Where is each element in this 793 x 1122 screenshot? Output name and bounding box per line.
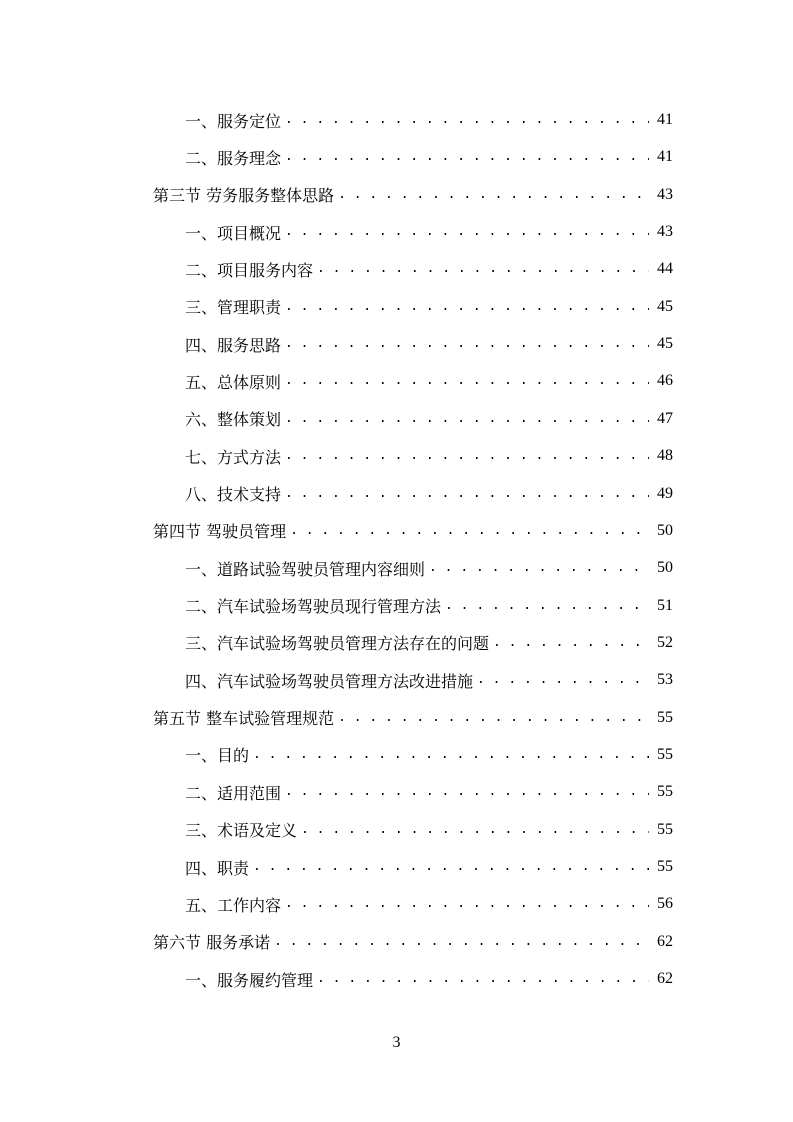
- toc-entry-label: 一、项目概况: [185, 223, 282, 243]
- toc-entry-page: 41: [657, 111, 673, 128]
- toc-entry-label: 第五节 整车试验管理规范: [153, 709, 335, 729]
- toc-entry-label: 一、服务定位: [185, 111, 282, 131]
- toc-entry-page: 55: [657, 820, 673, 838]
- dot-leader: [274, 924, 649, 960]
- toc-entry[interactable]: [185, 102, 673, 138]
- toc-entry-label: 三、汽车试验场驾驶员管理方法存在的问题: [185, 634, 490, 654]
- toc-entry-page: 50: [657, 559, 673, 577]
- toc-entry-label: 四、汽车试验场驾驶员管理方法改进措施: [185, 671, 474, 691]
- toc-entry[interactable]: [185, 812, 673, 848]
- toc-entry[interactable]: [185, 139, 673, 175]
- page-number: 3: [392, 1034, 401, 1051]
- toc-entry[interactable]: [185, 849, 673, 885]
- toc-entry[interactable]: [185, 588, 673, 624]
- toc-entry[interactable]: [153, 177, 673, 213]
- toc-entry-page: 41: [657, 148, 673, 166]
- dot-leader: [285, 363, 649, 399]
- toc-entry[interactable]: [185, 476, 673, 512]
- toc-entry-page: 51: [657, 596, 673, 614]
- toc-entry-page: 43: [657, 185, 673, 203]
- toc-entry-label: 四、职责: [185, 858, 250, 878]
- toc-entry-label: 第六节 服务承诺: [153, 933, 271, 953]
- toc-entry-label: 五、工作内容: [185, 895, 282, 915]
- dot-leader: [285, 476, 649, 512]
- toc-entry-page: 43: [657, 223, 673, 241]
- toc-entry[interactable]: [185, 550, 673, 586]
- toc-entry[interactable]: [185, 774, 673, 810]
- toc-entry[interactable]: [185, 251, 673, 287]
- dot-leader: [285, 886, 649, 922]
- toc-entry-page: 47: [657, 409, 673, 427]
- toc-entry-page: 45: [657, 335, 673, 353]
- toc-entry-label: 第四节 驾驶员管理: [153, 522, 287, 542]
- toc-entry-page: 45: [657, 297, 673, 315]
- toc-entry-label: 二、服务理念: [185, 148, 282, 168]
- dot-leader: [301, 812, 649, 848]
- dot-leader: [285, 326, 649, 362]
- toc-entry-label: 三、管理职责: [185, 298, 282, 318]
- toc-entry[interactable]: [185, 326, 673, 362]
- dot-leader: [285, 139, 649, 175]
- toc-entry-page: 53: [657, 671, 673, 689]
- dot-leader: [338, 700, 649, 736]
- toc-entry-label: 四、服务思路: [185, 335, 282, 355]
- toc-entry-page: 55: [657, 745, 673, 763]
- toc-entry[interactable]: [185, 438, 673, 474]
- dot-leader: [285, 401, 649, 437]
- toc-entry-page: 55: [657, 708, 673, 726]
- toc-entry-label: 第三节 劳务服务整体思路: [153, 186, 335, 206]
- toc-entry-label: 一、目的: [185, 746, 250, 766]
- dot-leader: [290, 513, 649, 549]
- toc-entry-label: 六、整体策划: [185, 410, 282, 430]
- toc-entry-label: 一、道路试验驾驶员管理内容细则: [185, 559, 426, 579]
- toc-entry-page: 55: [657, 783, 673, 801]
- toc-entry[interactable]: [185, 214, 673, 250]
- toc-entry[interactable]: [185, 289, 673, 325]
- toc-entry-label: 二、适用范围: [185, 783, 282, 803]
- dot-leader: [317, 961, 649, 997]
- toc-entry-page: 46: [657, 372, 673, 390]
- toc-entry-page: 52: [657, 633, 673, 651]
- toc-entry-label: 八、技术支持: [185, 485, 282, 504]
- toc-entry-label: 一、服务履约管理: [185, 970, 314, 990]
- dot-leader: [285, 102, 649, 138]
- dot-leader: [317, 251, 649, 287]
- toc-entry-label: 五、总体原则: [185, 372, 282, 392]
- toc-entry-page: 48: [657, 447, 673, 465]
- dot-leader: [285, 214, 649, 250]
- toc-entry-page: 62: [657, 970, 673, 988]
- dot-leader: [445, 588, 649, 624]
- dot-leader: [253, 849, 649, 885]
- dot-leader: [477, 662, 649, 698]
- toc-entry[interactable]: [153, 924, 673, 960]
- toc-entry-page: 44: [657, 260, 673, 278]
- toc-entry[interactable]: [153, 700, 673, 736]
- dot-leader: [253, 737, 649, 773]
- dot-leader: [285, 289, 649, 325]
- dot-leader: [285, 774, 649, 810]
- toc-entry[interactable]: [185, 737, 673, 773]
- toc-entry-page: 55: [657, 858, 673, 875]
- toc-entry-label: 七、方式方法: [185, 447, 282, 467]
- toc-entry[interactable]: [185, 363, 673, 399]
- toc-entry-label: 二、项目服务内容: [185, 260, 314, 280]
- toc-entry-label: 三、术语及定义: [185, 821, 298, 841]
- toc-entry-page: 49: [657, 484, 673, 502]
- toc-entry[interactable]: [185, 625, 673, 661]
- toc-entry-page: 56: [657, 895, 673, 913]
- dot-leader: [429, 550, 649, 586]
- toc-entry[interactable]: [185, 886, 673, 922]
- toc-entry-page: 50: [657, 521, 673, 539]
- dot-leader: [285, 438, 649, 474]
- toc-entry[interactable]: [185, 401, 673, 437]
- toc-entry-page: 62: [657, 932, 673, 950]
- dot-leader: [493, 625, 649, 661]
- toc-entry[interactable]: [153, 513, 673, 549]
- toc-entry-label: 二、汽车试验场驾驶员现行管理方法: [185, 597, 442, 617]
- dot-leader: [338, 177, 649, 213]
- toc-entry[interactable]: [185, 961, 673, 997]
- toc-entry[interactable]: [185, 662, 673, 698]
